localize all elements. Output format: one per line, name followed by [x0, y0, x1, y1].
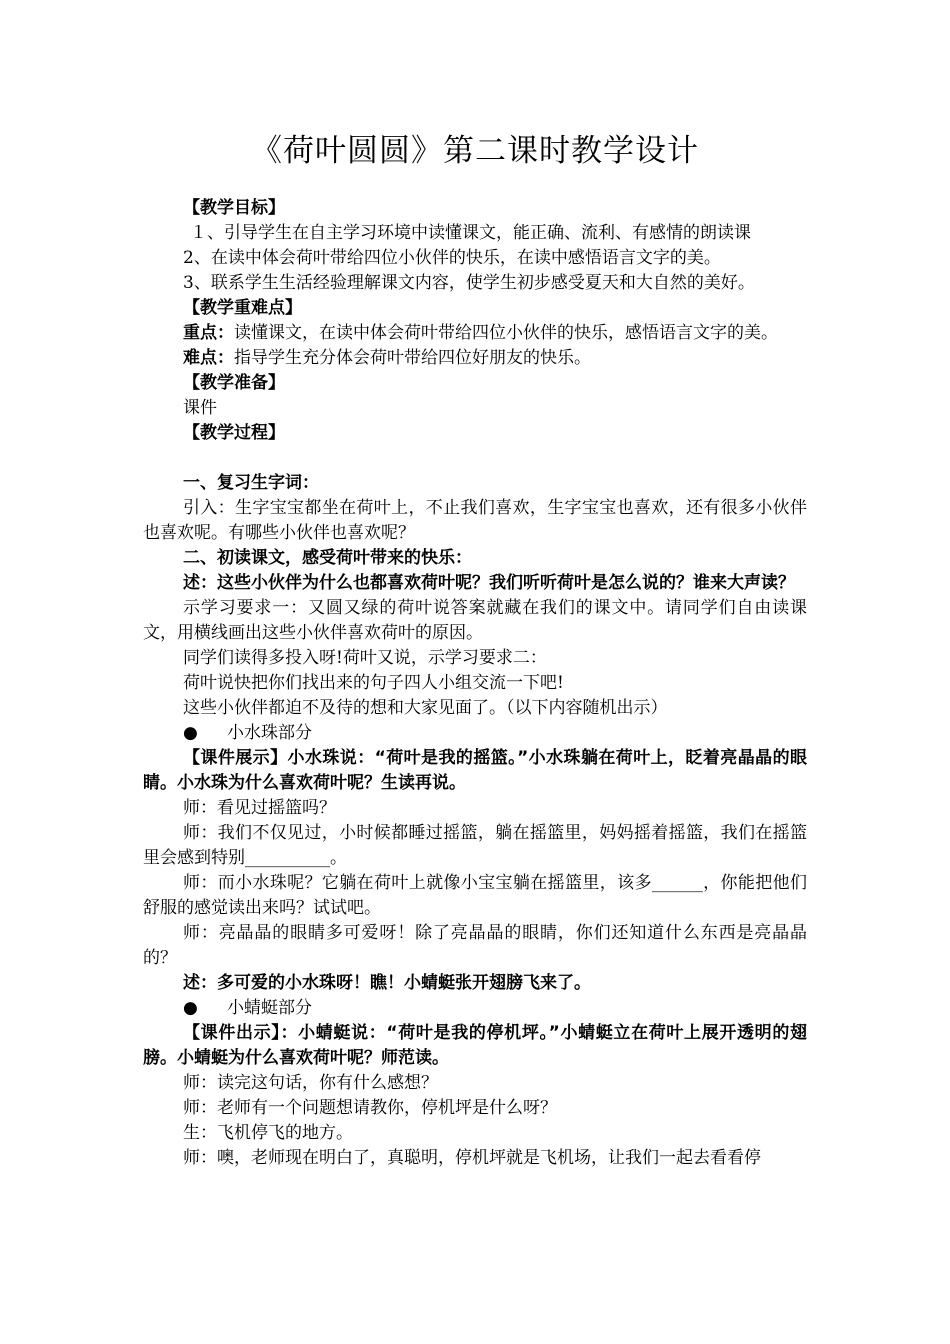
goals-heading: 【教学目标】 — [183, 198, 285, 218]
water-narration: 述：多可爱的小水珠呀！瞧！小蜻蜓张开翅膀飞来了。 — [183, 973, 591, 993]
focus-text: 读懂课文，在读中体会荷叶带给四位小伙伴的快乐，感悟语言文字的美。 — [234, 323, 778, 343]
section-1-heading: 一、复习生字词： — [183, 473, 319, 493]
document-body — [143, 196, 807, 1171]
process-heading: 【教学过程】 — [183, 423, 285, 443]
dragonfly-teacher-2: 师：老师有一个问题想请教你，停机坪是什么呀？ — [183, 1098, 557, 1118]
water-teacher-3: 师：而小水珠呢？它躺在荷叶上就像小宝宝躺在摇篮里，该多______，你能把他们舒服的感觉读出来吗？试试吧。 — [143, 873, 807, 918]
document-title: 《荷叶圆圆》第二课时教学设计 — [251, 133, 699, 169]
section-1-intro: 引入：生字宝宝都坐在荷叶上，不止我们喜欢，生字宝宝也喜欢，还有很多小伙伴也喜欢呢。有哪些小伙伴也喜欢呢？ — [143, 498, 807, 543]
dragonfly-title-text: 小蜻蜓部分 — [227, 998, 312, 1018]
bullet-icon: ● — [183, 723, 198, 743]
focus-paragraph — [143, 321, 807, 346]
difficulty-text: 指导学生充分体会荷叶带给四位好朋友的快乐。 — [234, 348, 591, 368]
section-2-heading: 二、初读课文，感受荷叶带来的快乐： — [183, 548, 472, 568]
difficulty-paragraph — [143, 346, 807, 371]
dragonfly-teacher-3: 师：噢，老师现在明白了，真聪明，停机坪就是飞机场，让我们一起去看看停 — [183, 1148, 761, 1168]
keypoints-heading: 【教学重难点】 — [183, 298, 302, 318]
section-2-narration: 述：这些小伙伴为什么也都喜欢荷叶呢？我们听听荷叶是怎么说的？谁来大声读？ — [183, 573, 795, 593]
water-title-text: 小水珠部分 — [227, 723, 312, 743]
section-2-requirement-1: 示学习要求一：又圆又绿的荷叶说答案就藏在我们的课文中。请同学们自由读课文，用横线画出这些小伙伴喜欢荷叶的原因。 — [143, 598, 807, 643]
water-teacher-1: 师：看见过摇篮吗？ — [183, 798, 336, 818]
focus-label: 重点： — [183, 323, 234, 343]
section-2-line-4: 这些小伙伴都迫不及待的想和大家见面了。（以下内容随机出示） — [183, 698, 668, 718]
dragonfly-teacher-1: 师：读完这句话，你有什么感想？ — [183, 1073, 438, 1093]
difficulty-label: 难点： — [183, 348, 234, 368]
dragonfly-student-1: 生：飞机停飞的地方。 — [183, 1123, 353, 1143]
bullet-icon: ● — [183, 998, 198, 1018]
prep-text: 课件 — [183, 398, 217, 418]
dragonfly-section-title — [143, 996, 807, 1021]
dragonfly-courseware-text: ：小蜻蜓说：“荷叶是我的停机坪。”小蜻蜓立在荷叶上展开透明的翅膀。小蜻蜓为什么喜欢荷叶呢？师范读。 — [143, 1023, 807, 1068]
dragonfly-courseware-label: 【课件出示】 — [183, 1023, 281, 1043]
water-section-title — [143, 721, 807, 746]
water-teacher-4: 师：亮晶晶的眼睛多可爱呀！除了亮晶晶的眼睛，你们还知道什么东西是亮晶晶的？ — [143, 923, 807, 968]
section-2-line-3: 荷叶说快把你们找出来的句子四人小组交流一下吧! — [183, 673, 564, 693]
prep-heading: 【教学准备】 — [183, 373, 285, 393]
water-teacher-2: 师：我们不仅见过，小时候都睡过摇篮，躺在摇篮里，妈妈摇着摇篮，我们在摇篮里会感到特别__________。 — [143, 823, 807, 868]
goal-item-2: 2、在读中体会荷叶带给四位小伙伴的快乐，在读中感悟语言文字的美。 — [183, 248, 721, 268]
water-courseware: 【课件展示】小水珠说：“荷叶是我的摇篮。”小水珠躺在荷叶上，眨着亮晶晶的眼睛。小水珠为什么喜欢荷叶呢？生读再说。 — [143, 748, 807, 793]
goal-item-3: 3、联系学生生活经验理解课文内容，使学生初步感受夏天和大自然的美好。 — [183, 273, 755, 293]
section-2-requirement-2: 同学们读得多投入呀!荷叶又说，示学习要求二： — [183, 648, 547, 668]
goal-item-1: １、引导学生在自主学习环境中读懂课文，能正确、流利、有感情的朗读课 — [190, 223, 751, 243]
dragonfly-courseware — [143, 1021, 807, 1071]
spacer — [143, 446, 807, 471]
